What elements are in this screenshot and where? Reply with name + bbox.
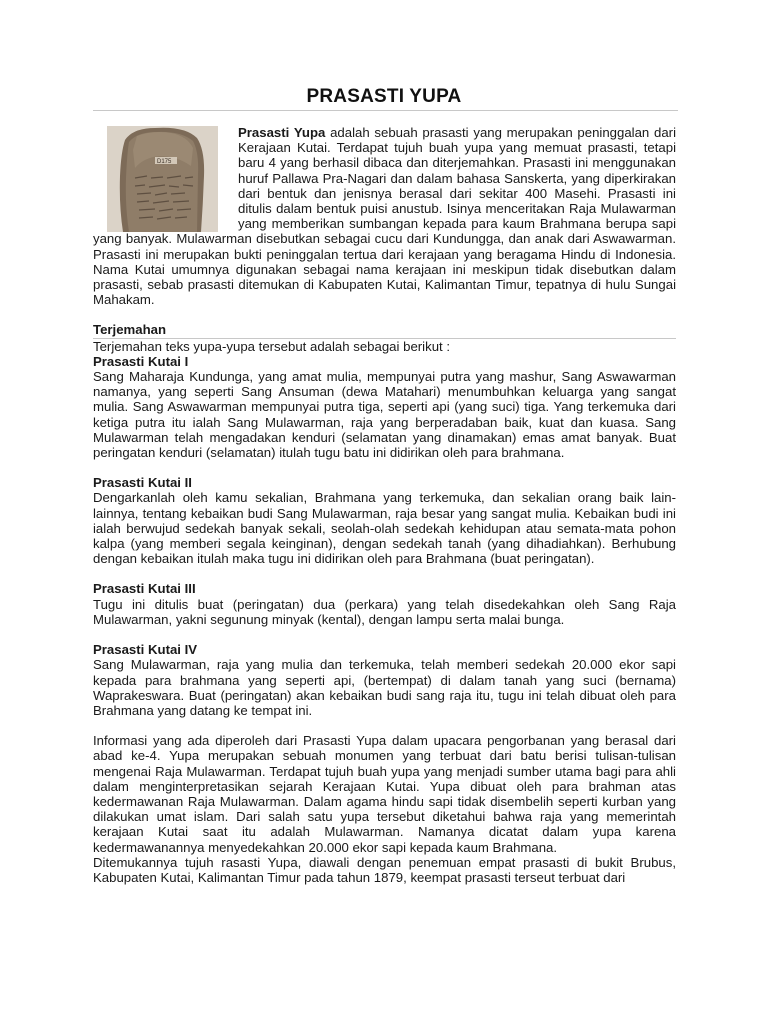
section-heading-kutai-2: Prasasti Kutai II (93, 475, 192, 491)
section-text-kutai-3: Tugu ini ditulis buat (peringatan) dua (perkara) yang telah disedekahkan oleh Sang Raja Mulawarman, yakni segunung minyak (kental), dengan lampu serta malai bunga. (93, 596, 676, 627)
section-heading-kutai-3: Prasasti Kutai III (93, 581, 196, 597)
spacer (93, 718, 676, 733)
section-heading-kutai-1: Prasasti Kutai I (93, 353, 189, 369)
page-title: PRASASTI YUPA (306, 86, 462, 107)
section-text-kutai-2: Dengarkanlah oleh kamu sekalian, Brahmana yang terkemuka, dan sekalian orang baik lain-lainnya, tentang kebaikan budi Sang Mulawarman, raja besar yang sangat mulia. Kebaikan budi ini ialah berwujud sedekah banyak sekali, seolah-olah sedekah kehidupan atau semata-mata pohon kalpa (yang memberi segala keinginan), dengan sedekah tanah (yang dihadiahkan). Berhubung dengan kebaikan itulah maka tugu ini didirikan oleh para Brahmana (buat peringatan). (93, 490, 676, 567)
spacer (93, 627, 676, 642)
closing-paragraph-2: Ditemukannya tujuh rasasti Yupa, diawali dengan penemuan empat prasasti di bukit Brubus, Kabupaten Kutai, Kalimantan Timur pada tahun 1879, keempat prasasti terseut terbuat dari (93, 854, 676, 885)
spacer (93, 566, 676, 581)
section-heading-kutai-4: Prasasti Kutai IV (93, 642, 198, 658)
article-body (93, 125, 676, 885)
intro-lead: Prasasti Yupa (238, 125, 326, 140)
translation-intro: Terjemahan teks yupa-yupa tersebut adalah sebagai berikut : (93, 338, 451, 354)
section-text-kutai-1: Sang Maharaja Kundunga, yang amat mulia, mempunyai putra yang mashur, Sang Aswawarman namanya, yang seperti Sang Ansuman (dewa Matahari) menumbuhkan keluarga yang sangat mulia. Sang Aswawarman mempunyai putra tiga, seperti api (yang suci) tiga. Yang terkemuka dari ketiga putra itu ialah Sang Mulawarman, raja yang berperadaban baik, kuat dan kuasa. Sang Mulawarman telah mengadakan kenduri (selamatan yang dinamakan) emas amat banyak. Buat peringatan kenduri (selamatan) itulah tugu batu ini didirikan oleh para brahmana. (93, 369, 676, 461)
specimen-label: D175 (157, 159, 172, 165)
title-divider (93, 110, 678, 111)
section-text-kutai-4: Sang Mulawarman, raja yang mulia dan terkemuka, telah memberi sedekah 20.000 ekor sapi kepada para brahmana yang seperti api, (bertempat) di dalam tanah yang suci (bernama) Waprakeswara. Buat (peringatan) akan kebaikan budi sang raja itu, tugu ini telah dibuat oleh para Brahmana yang datang ke tempat ini. (93, 657, 676, 718)
translation-heading: Terjemahan (93, 322, 167, 338)
closing-paragraph-1: Informasi yang ada diperoleh dari Prasasti Yupa dalam upacara pengorbanan yang berasal dari abad ke-4. Yupa merupakan sebuah monumen yang terbuat dari batu berisi tulisan-tulisan mengenai Raja Mulawarman. Terdapat tujuh buah yupa yang menjadi sumber utama bagi para ahli dalam menginterpretasikan sejarah Kerajaan Kutai. Yupa dibuat oleh para brahman atas kedermawanan Raja Mulawarman. Dalam agama hindu sapi tidak disembelih seperti kurban yang dilakukan umat islam. Dari salah satu yupa tersebut diketahui bahwa raja yang memerintah kerajaan Kutai saat itu adalah Mulawarman. Namanya dicatat dalam yupa karena kedermawanannya menyedekahkan 20.000 ekor sapi kepada kaum Brahmana. (93, 733, 676, 855)
photo-wrap-spacer (93, 125, 238, 222)
intro-text: adalah sebuah prasasti yang merupakan peninggalan dari Kerajaan Kutai. Terdapat tujuh buah yupa yang memuat prasasti, tetapi baru 4 yang berhasil dibaca dan diterjemahkan. Prasasti ini menggunakan huruf Pallawa Pra-Nagari dan dalam bahasa Sanskerta, yang diperkirakan dari bentuk dan jenisnya berasal dari sekitar 400 Masehi. Prasasti ini ditulis dalam bentuk puisi anustub. Isinya menceritakan Raja Mulawarman yang memberikan sumbangan kepada para kaum Brahmana berupa sapi yang banyak. Mulawarman disebutkan sebagai cucu dari Kundungga, dan anak dari Aswawarman. Prasasti ini merupakan bukti peninggalan tertua dari kerajaan yang beragama Hindu di Indonesia. Nama Kutai umumnya digunakan sebagai nama kerajaan ini meskipun tidak disebutkan dalam prasasti, sebab prasasti ditemukan di Kabupaten Kutai, Kalimantan Timur, tepatnya di hulu Sungai Mahakam. (93, 125, 676, 308)
spacer (93, 307, 676, 322)
spacer (93, 460, 676, 475)
